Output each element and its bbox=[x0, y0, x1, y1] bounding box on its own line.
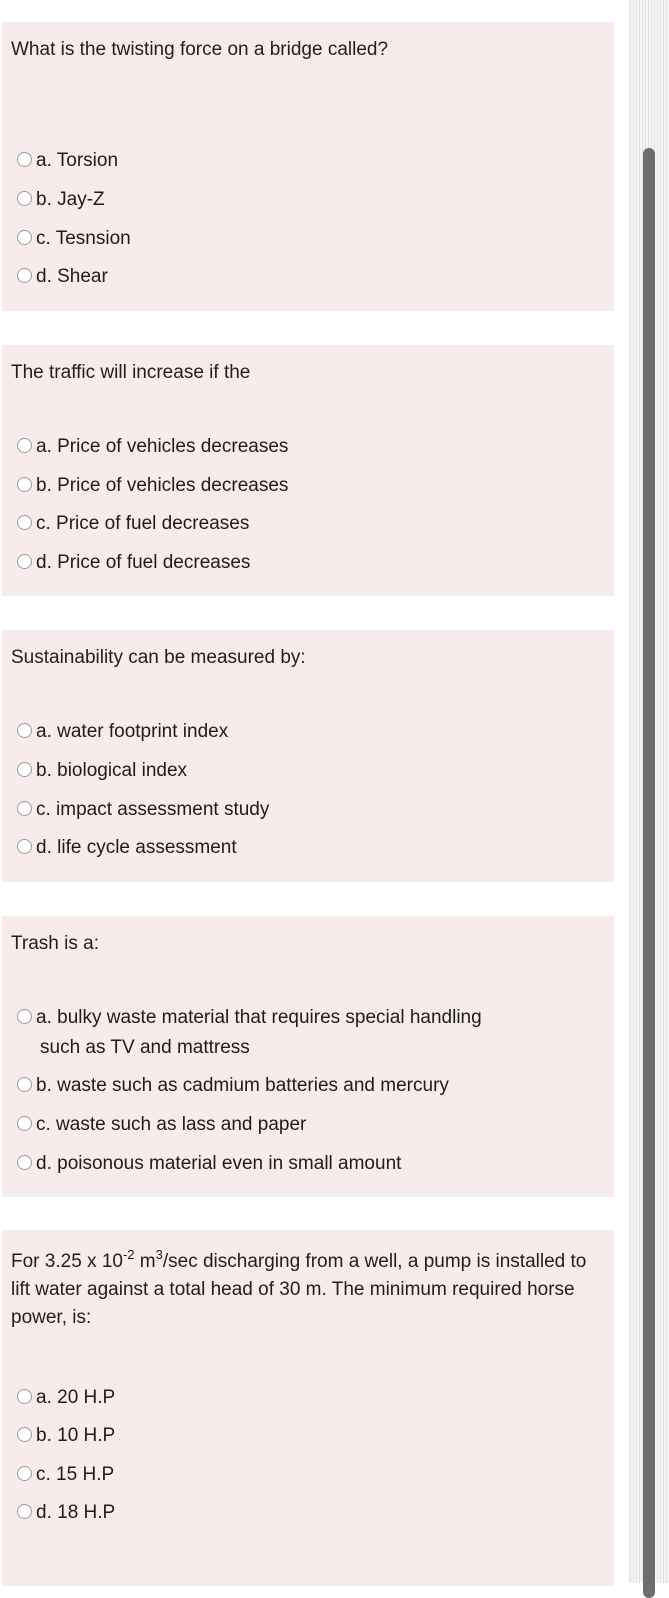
option-a[interactable] bbox=[17, 432, 607, 462]
option-c[interactable] bbox=[17, 1460, 607, 1490]
option-c[interactable] bbox=[17, 1110, 607, 1140]
question-text: Sustainability can be measured by: bbox=[11, 647, 306, 668]
option-label: a. 20 H.P bbox=[36, 1387, 116, 1408]
option-c[interactable] bbox=[17, 224, 607, 254]
radio-button[interactable] bbox=[17, 515, 32, 530]
scrollbar[interactable] bbox=[628, 0, 669, 1583]
radio-button[interactable] bbox=[17, 152, 32, 167]
option-label: a. Torsion bbox=[36, 150, 119, 171]
option-label: a. Price of vehicles decreases bbox=[36, 436, 289, 457]
option-label: b. 10 H.P bbox=[36, 1425, 116, 1446]
option-label bbox=[36, 1003, 482, 1063]
option-label: a. water footprint index bbox=[36, 721, 229, 742]
radio-button[interactable] bbox=[17, 438, 32, 453]
question-text: Trash is a: bbox=[11, 933, 99, 954]
radio-button[interactable] bbox=[17, 554, 32, 569]
option-label: d. life cycle assessment bbox=[36, 837, 237, 858]
option-b[interactable] bbox=[17, 756, 607, 786]
option-label: c. 15 H.P bbox=[36, 1464, 115, 1485]
question-3 bbox=[2, 630, 614, 879]
radio-button[interactable] bbox=[17, 268, 32, 283]
question-1 bbox=[2, 22, 614, 308]
option-a[interactable] bbox=[17, 1383, 607, 1413]
option-label-line-1: a. bulky waste material that requires special handling bbox=[36, 1007, 482, 1028]
question-5 bbox=[2, 1230, 614, 1583]
option-label: b. Jay-Z bbox=[36, 189, 105, 210]
radio-button[interactable] bbox=[17, 762, 32, 777]
option-label: c. impact assessment study bbox=[36, 799, 270, 820]
radio-button[interactable] bbox=[17, 191, 32, 206]
option-a[interactable] bbox=[17, 717, 607, 747]
option-label: b. biological index bbox=[36, 760, 188, 781]
option-c[interactable] bbox=[17, 795, 607, 825]
radio-button[interactable] bbox=[17, 801, 32, 816]
question-text-end: /sec discharging from a well, a pump is installed to lift water against a total head of 30 m. The minimum required horse power, is: bbox=[11, 1251, 587, 1328]
exponent: 3 bbox=[155, 1246, 163, 1262]
option-label: c. waste such as lass and paper bbox=[36, 1114, 307, 1135]
radio-button[interactable] bbox=[17, 723, 32, 738]
option-label: c. Price of fuel decreases bbox=[36, 513, 250, 534]
option-label: d. 18 H.P bbox=[36, 1502, 116, 1523]
option-c[interactable] bbox=[17, 509, 607, 539]
question-2 bbox=[2, 345, 614, 593]
option-label: b. Price of vehicles decreases bbox=[36, 475, 289, 496]
radio-button[interactable] bbox=[17, 1427, 32, 1442]
option-label: c. Tesnsion bbox=[36, 228, 131, 249]
question-4 bbox=[2, 916, 614, 1194]
option-b[interactable] bbox=[17, 185, 607, 215]
radio-button[interactable] bbox=[17, 477, 32, 492]
option-label: d. Price of fuel decreases bbox=[36, 552, 251, 573]
option-b[interactable] bbox=[17, 471, 607, 501]
option-d[interactable] bbox=[17, 262, 607, 292]
radio-button[interactable] bbox=[17, 1389, 32, 1404]
question-text: The traffic will increase if the bbox=[11, 362, 251, 383]
radio-button[interactable] bbox=[17, 1155, 32, 1170]
radio-button[interactable] bbox=[17, 230, 32, 245]
option-label-line-2: such as TV and mattress bbox=[40, 1037, 250, 1058]
radio-button[interactable] bbox=[17, 839, 32, 854]
radio-button[interactable] bbox=[17, 1009, 32, 1024]
question-text: What is the twisting force on a bridge called? bbox=[11, 39, 389, 60]
question-text bbox=[11, 1248, 606, 1332]
option-a[interactable] bbox=[17, 146, 607, 176]
option-b[interactable] bbox=[17, 1421, 607, 1451]
radio-button[interactable] bbox=[17, 1077, 32, 1092]
option-label: b. waste such as cadmium batteries and mercury bbox=[36, 1075, 449, 1096]
radio-button[interactable] bbox=[17, 1504, 32, 1519]
option-d[interactable] bbox=[17, 833, 607, 863]
option-label: d. Shear bbox=[36, 266, 108, 287]
radio-button[interactable] bbox=[17, 1116, 32, 1131]
option-label: d. poisonous material even in small amount bbox=[36, 1153, 402, 1174]
radio-button[interactable] bbox=[17, 1466, 32, 1481]
exponent: -2 bbox=[122, 1246, 135, 1262]
option-d[interactable] bbox=[17, 548, 607, 578]
option-d[interactable] bbox=[17, 1498, 607, 1528]
option-b[interactable] bbox=[17, 1071, 607, 1101]
option-d[interactable] bbox=[17, 1149, 607, 1179]
option-a[interactable] bbox=[17, 1003, 607, 1063]
question-text-unit: m bbox=[134, 1251, 156, 1272]
scrollbar-thumb[interactable] bbox=[643, 148, 655, 1598]
question-text-start: For 3.25 x 10 bbox=[11, 1251, 123, 1272]
